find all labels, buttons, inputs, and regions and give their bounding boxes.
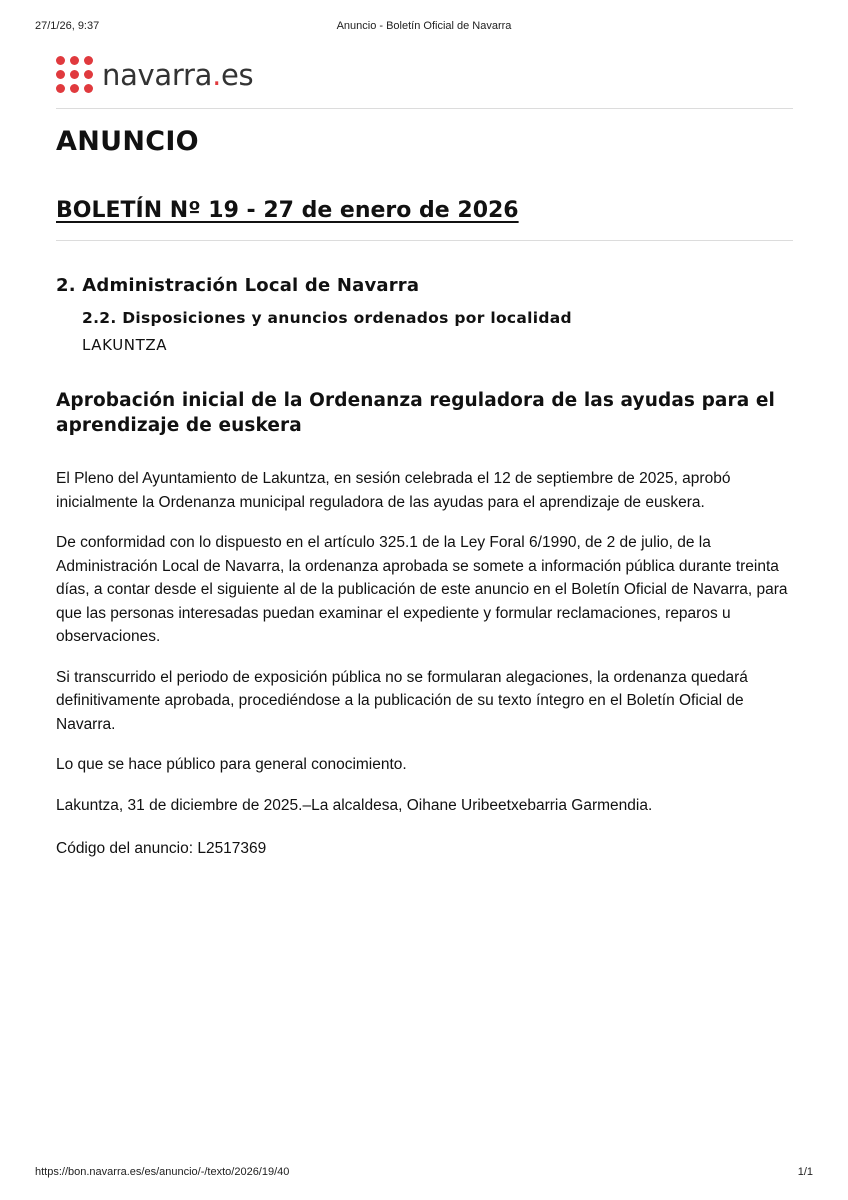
print-header bbox=[0, 20, 848, 36]
locality-label: LAKUNTZA bbox=[82, 336, 168, 354]
signature-paragraph: Lakuntza, 31 de diciembre de 2025.–La alcaldesa, Oihane Uribeetxebarria Garmendia. bbox=[56, 796, 653, 814]
logo-dot: . bbox=[212, 58, 222, 92]
body-paragraph: Lo que se hace público para general conocimiento. bbox=[56, 756, 407, 773]
print-footer bbox=[0, 1166, 848, 1182]
logo-suffix: es bbox=[221, 58, 254, 92]
body-paragraph: Si transcurrido el periodo de exposición pública no se formularan alegaciones, la ordenanza quedará definitivamente aprobada, procediéndose a la publicación de su texto íntegro en el Boletín Oficial de Navarra. bbox=[56, 668, 748, 733]
logo-name: navarra bbox=[102, 58, 213, 92]
print-url: https://bon.navarra.es/es/anuncio/-/texto/2026/19/40 bbox=[35, 1166, 290, 1178]
bulletin-link[interactable]: BOLETÍN Nº 19 - 27 de enero de 2026 bbox=[56, 198, 519, 223]
logo-wordmark bbox=[102, 56, 253, 94]
subsection-heading: 2.2. Disposiciones y anuncios ordenados por localidad bbox=[82, 309, 572, 327]
navarra-dots-icon bbox=[56, 56, 94, 94]
body-paragraph: El Pleno del Ayuntamiento de Lakuntza, en sesión celebrada el 12 de septiembre de 2025, aprobó inicialmente la Ordenanza municipal reguladora de las ayudas para el aprendizaje de euskera. bbox=[56, 470, 731, 511]
navarra-logo[interactable] bbox=[56, 56, 253, 94]
print-page-count: 1/1 bbox=[797, 1166, 813, 1178]
page-title: ANUNCIO bbox=[56, 126, 199, 157]
header-divider bbox=[56, 108, 793, 109]
section-heading: 2. Administración Local de Navarra bbox=[56, 275, 420, 296]
print-page-title: Anuncio - Boletín Oficial de Navarra bbox=[336, 20, 512, 32]
announcement-title: Aprobación inicial de la Ordenanza reguladora de las ayudas para el aprendizaje de euskera bbox=[56, 390, 775, 436]
print-datetime: 27/1/26, 9:37 bbox=[35, 20, 100, 32]
announcement-code: Código del anuncio: L2517369 bbox=[56, 840, 267, 857]
announcement-body bbox=[56, 467, 796, 878]
bulletin-divider bbox=[56, 240, 793, 241]
body-paragraph: De conformidad con lo dispuesto en el artículo 325.1 de la Ley Foral 6/1990, de 2 de julio, de la Administración Local de Navarra, la ordenanza aprobada se somete a información pública durante treinta días, a contar desde el siguiente al de la publicación de este anuncio en el Boletín Oficial de Navarra, para que las personas interesadas puedan examinar el expediente y formular reclamaciones, reparos u observaciones. bbox=[56, 534, 788, 645]
